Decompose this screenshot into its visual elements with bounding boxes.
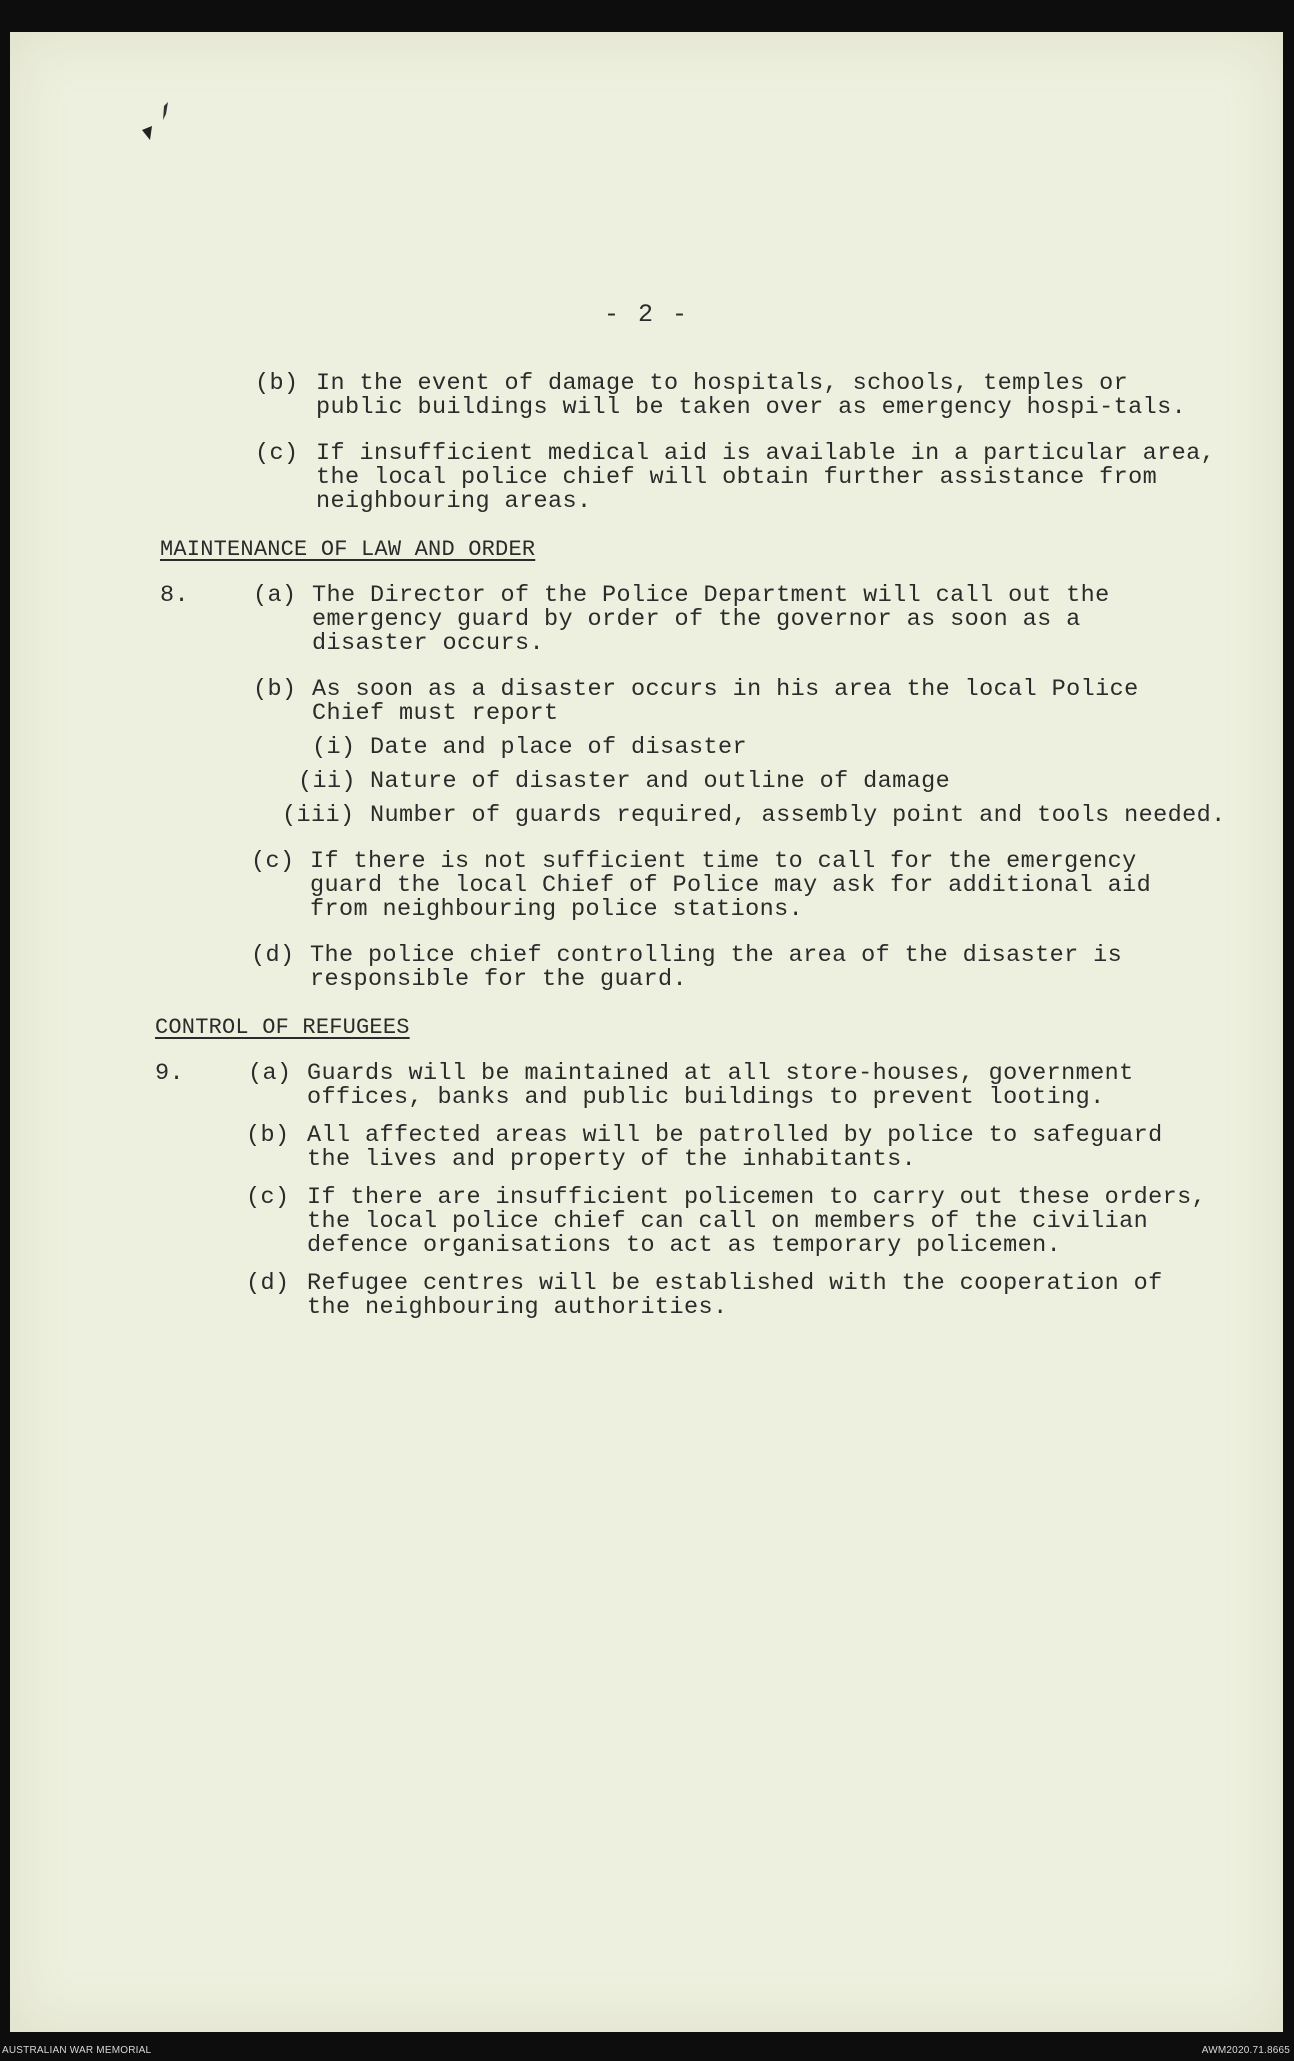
section-heading-refugees: CONTROL OF REFUGEES xyxy=(155,1015,410,1040)
document-page xyxy=(10,32,1283,2032)
list-item xyxy=(10,850,1283,922)
page-number: - 2 - xyxy=(603,300,689,329)
list-item xyxy=(10,1186,1283,1258)
list-item xyxy=(10,584,1283,656)
item-label: (d) xyxy=(251,942,295,969)
item-label: (c) xyxy=(255,440,299,467)
item-text: If insufficient medical aid is available in a particular area, the local police chief will obtain further assistance from neighbouring areas. xyxy=(316,440,1216,515)
item-label: (d) xyxy=(246,1270,290,1297)
footer-reference-id: AWM2020.71.8665 xyxy=(1201,2045,1290,2056)
item-text: The police chief controlling the area of the disaster is responsible for the guard. xyxy=(310,942,1123,993)
paragraph-number: 9. xyxy=(155,1060,185,1087)
item-text: If there are insufficient policemen to carry out these orders, the local police chief can call on members of the civilian defence organisations to act as temporary policemen. xyxy=(307,1184,1207,1259)
item-label: (c) xyxy=(246,1184,290,1211)
paragraph-number: 8. xyxy=(160,582,190,609)
list-item xyxy=(10,442,1283,514)
footer-archive-name: AUSTRALIAN WAR MEMORIAL xyxy=(2,2045,152,2056)
sub-item-text: Nature of disaster and outline of damage xyxy=(370,768,951,795)
sub-item xyxy=(10,770,1283,794)
sub-item-text: Date and place of disaster xyxy=(370,734,748,761)
item-label: (b) xyxy=(246,1122,290,1149)
item-text: If there is not sufficient time to call for the emergency guard the local Chief of Police may ask for additional aid from neighbouring police stations. xyxy=(310,848,1152,923)
item-text: As soon as a disaster occurs in his area the local Police Chief must report xyxy=(312,676,1139,727)
item-text: In the event of damage to hospitals, schools, temples or public buildings will be taken over as emergency hospi-tals. xyxy=(316,370,1187,421)
item-text: Refugee centres will be established with the cooperation of the neighbouring authorities. xyxy=(307,1270,1163,1321)
sub-item-text: Number of guards required, assembly point and tools needed. xyxy=(370,802,1226,829)
item-label: (a) xyxy=(248,1060,292,1087)
section-heading-law-order: MAINTENANCE OF LAW AND ORDER xyxy=(160,537,536,562)
list-item xyxy=(10,944,1283,992)
list-item xyxy=(10,1124,1283,1172)
item-text: The Director of the Police Department will call out the emergency guard by order of the governor as soon as a disaster occurs. xyxy=(312,582,1110,657)
item-text: Guards will be maintained at all store-houses, government offices, banks and public buildings to prevent looting. xyxy=(307,1060,1134,1111)
list-item xyxy=(10,1272,1283,1320)
list-item xyxy=(10,1062,1283,1110)
sub-item xyxy=(10,804,1283,828)
item-label: (b) xyxy=(253,676,297,703)
item-label: (c) xyxy=(251,848,295,875)
document-body xyxy=(10,372,1283,1342)
sub-item-label: (i) xyxy=(312,734,356,761)
list-item xyxy=(10,678,1283,726)
sub-item-label: (ii) xyxy=(298,768,357,795)
item-label: (b) xyxy=(255,370,299,397)
item-text: All affected areas will be patrolled by police to safeguard the lives and property of the inhabitants. xyxy=(307,1122,1163,1173)
item-label: (a) xyxy=(253,582,297,609)
list-item xyxy=(10,372,1283,420)
sub-item xyxy=(10,736,1283,760)
sub-item-label: (iii) xyxy=(282,802,355,829)
ink-mark-icon xyxy=(128,94,188,154)
